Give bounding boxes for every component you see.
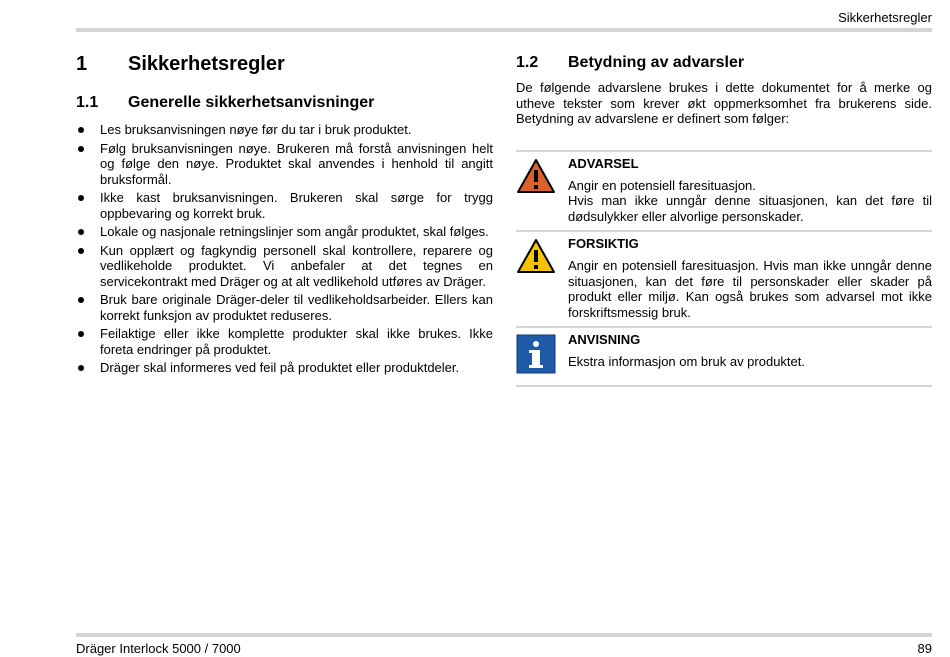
section-number: 1 bbox=[76, 52, 88, 75]
list-item-text: Kun opplært og fagkyndig personell skal kontrollere, reparere og vedlikeholde produktet. Vi anbefaler at det tegnes en servicekontrakt med Dräger og at alt vedlikehold utføres av Dräger. bbox=[100, 242, 493, 289]
notice-title: ADVARSEL bbox=[568, 155, 639, 171]
notice-title: FORSIKTIG bbox=[568, 236, 639, 251]
list-item bbox=[76, 224, 493, 240]
bullet-icon bbox=[78, 127, 84, 133]
bullet-icon bbox=[78, 365, 84, 371]
safety-instructions-list bbox=[76, 122, 493, 376]
section-title: Generelle sikkerhetsanvisninger bbox=[128, 94, 375, 111]
section-number: 1.2 bbox=[516, 54, 539, 71]
running-header-title: Sikkerhetsregler bbox=[838, 10, 932, 25]
list-item-text: Lokale og nasjonale retningslinjer som angår produktet, skal følges. bbox=[100, 224, 489, 239]
section-1-heading bbox=[76, 50, 493, 78]
footer-product-name: Dräger Interlock 5000 / 7000 bbox=[76, 641, 241, 656]
list-item bbox=[76, 326, 493, 357]
list-item bbox=[76, 141, 493, 188]
bullet-icon bbox=[78, 331, 84, 337]
list-item-text: Ikke kast bruksanvisningen. Brukeren skal sørge for trygg oppbevaring og korrekt bruk. bbox=[100, 190, 493, 221]
warning-definitions bbox=[516, 150, 932, 388]
notice-title: ANVISNING bbox=[568, 332, 641, 347]
info-icon bbox=[516, 334, 556, 374]
page-number: 89 bbox=[917, 641, 932, 656]
warning-triangle-icon bbox=[516, 158, 556, 194]
left-column bbox=[76, 50, 493, 379]
section-intro-text: De følgende advarslene brukes i dette dokumentet for å merke og utheve tekster som krever økt oppmerksomhet fra brukerens side. Betydning av advarslene er definert som følger: bbox=[516, 80, 932, 126]
section-1-2-heading bbox=[516, 50, 932, 76]
section-title: Sikkerhetsregler bbox=[128, 52, 285, 75]
list-item-text: Feilaktige eller ikke komplette produkter skal ikke brukes. Ikke foreta endringer på produktet. bbox=[100, 326, 493, 357]
list-item bbox=[76, 243, 493, 290]
notice-text: Ekstra informasjon om bruk av produktet. bbox=[568, 354, 805, 369]
section-title: Betydning av advarsler bbox=[568, 54, 745, 71]
list-item-text: Følg bruksanvisningen nøye. Brukeren må forstå anvisningen helt og følge den nøye. Produktet skal anvendes i henhold til angitt bruksformål. bbox=[100, 140, 493, 187]
bullet-icon bbox=[78, 146, 84, 152]
bullet-icon bbox=[78, 297, 84, 303]
notice-text: Angir en potensiell faresituasjon. Hvis man ikke unngår denne situasjonen, kan det føre til personskader eller skader på produkt eller miljø. Kan også brukes som advarsel mot ikke forskriftsmessig bruk. bbox=[568, 258, 932, 320]
list-item bbox=[76, 122, 493, 138]
bullet-icon bbox=[78, 229, 84, 235]
header-rule bbox=[76, 28, 932, 32]
notice-caution bbox=[516, 232, 932, 328]
caution-triangle-icon bbox=[516, 238, 556, 274]
notice-text: Angir en potensiell faresituasjon. bbox=[568, 177, 756, 193]
list-item bbox=[76, 360, 493, 376]
notice-warning bbox=[516, 152, 932, 233]
bullet-icon bbox=[78, 248, 84, 254]
list-item-text: Les bruksanvisningen nøye før du tar i bruk produktet. bbox=[100, 122, 412, 137]
notice-text: Hvis man ikke unngår denne situasjonen, kan det føre til dødsulykker eller alvorlige personskader. bbox=[568, 193, 932, 224]
section-number: 1.1 bbox=[76, 94, 99, 111]
list-item bbox=[76, 190, 493, 221]
section-1-1-heading bbox=[76, 92, 493, 114]
footer-rule bbox=[76, 633, 932, 637]
list-item-text: Bruk bare originale Dräger-deler til vedlikeholdsarbeider. Ellers kan korrekt funksjon av produktet reduseres. bbox=[100, 292, 493, 323]
bullet-icon bbox=[78, 195, 84, 201]
list-item bbox=[76, 292, 493, 323]
notice-info bbox=[516, 328, 932, 387]
list-item-text: Dräger skal informeres ved feil på produktet eller produktdeler. bbox=[100, 360, 460, 375]
right-column bbox=[516, 50, 932, 387]
